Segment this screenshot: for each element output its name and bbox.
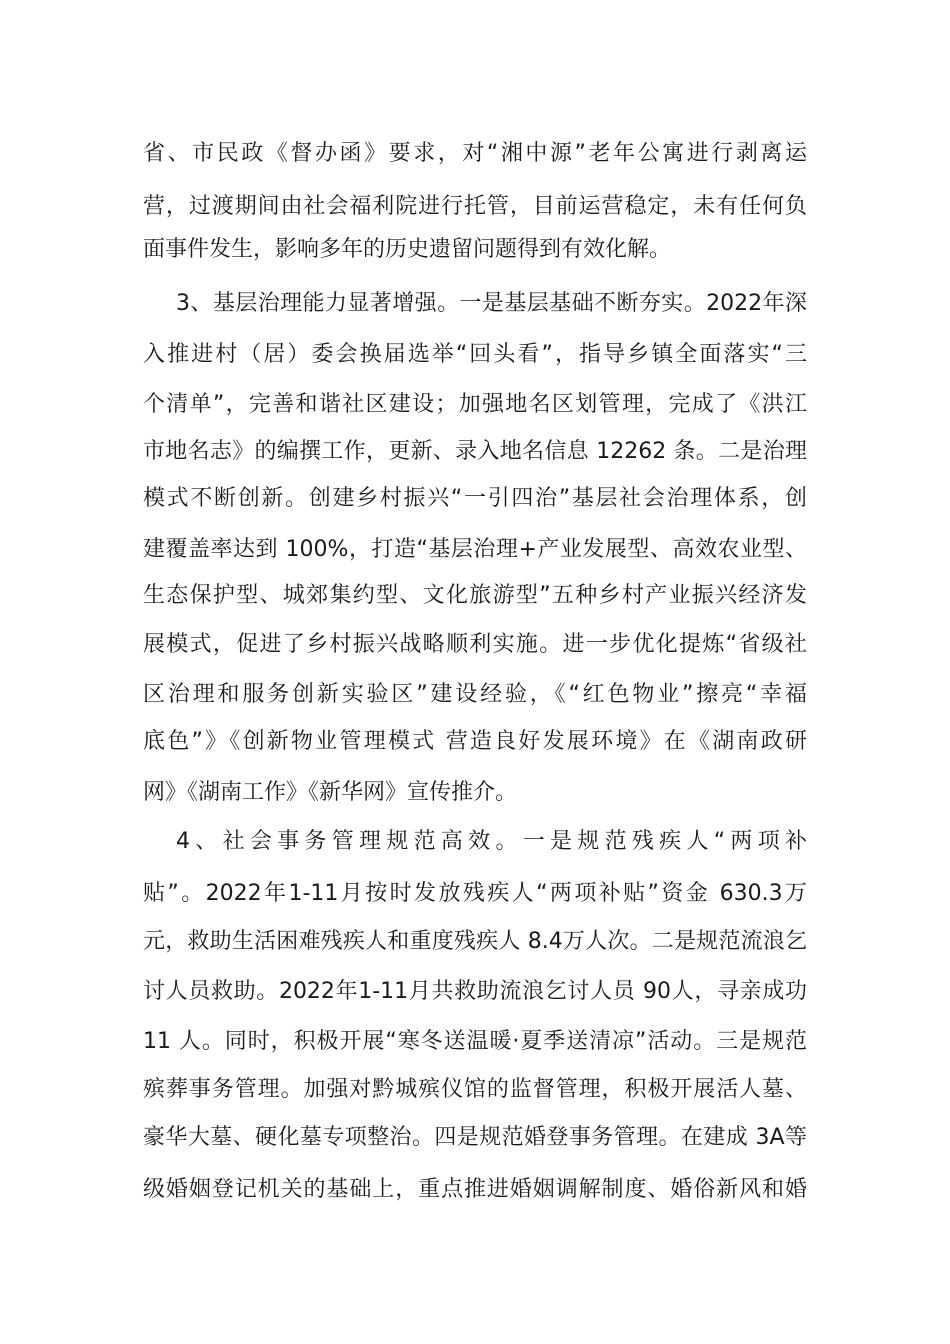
text-line-21: 豪华大墓、硬化墓专项整治。四是规范婚登事务管理。在建成 3A等 [143, 1125, 807, 1150]
text-line-9: 建覆盖率达到 100%，打造“基层治理+产业发展型、高效农业型、 [143, 537, 807, 562]
text-line-11: 展模式，促进了乡村振兴战略顺利实施。进一步优化提炼“省级社 [143, 632, 807, 657]
text-line-18: 讨人员救助。2022年1-11月共救助流浪乞讨人员 90人，寻亲成功 [143, 979, 807, 1004]
text-line-22: 级婚姻登记机关的基础上，重点推进婚姻调解制度、婚俗新风和婚 [143, 1177, 807, 1202]
text-line-10: 生态保护型、城郊集约型、文化旅游型”五种乡村产业振兴经济发 [143, 583, 807, 608]
text-line-5: 入推进村（居）委会换届选举“回头看”，指导乡镇全面落实“三 [143, 342, 807, 367]
text-line-16: 贴”。2022年1-11月按时发放残疾人“两项补贴”资金 630.3万 [143, 881, 807, 906]
text-line-14: 网》《湖南工作》《新华网》宣传推介。 [143, 780, 518, 805]
text-line-2: 营，过渡期间由社会福利院进行托管，目前运营稳定，未有任何负 [143, 194, 807, 219]
text-line-7: 市地名志》的编撰工作，更新、录入地名信息 12262 条。二是治理 [143, 439, 807, 464]
text-line-20: 殡葬事务管理。加强对黔城殡仪馆的监督管理，积极开展活人墓、 [143, 1077, 807, 1102]
text-line-13: 底色”》《创新物业管理模式 营造良好发展环境》在《湖南政研 [143, 729, 807, 754]
text-line-19: 11 人。同时，积极开展“寒冬送温暖·夏季送清凉”活动。三是规范 [143, 1029, 807, 1054]
text-line-1: 省、市民政《督办函》要求，对“湘中源”老年公寓进行剥离运 [143, 141, 808, 166]
text-line-17: 元，救助生活困难残疾人和重度残疾人 8.4万人次。二是规范流浪乞 [143, 929, 807, 954]
text-line-12: 区治理和服务创新实验区”建设经验，《“红色物业”擦亮“幸福 [143, 682, 807, 707]
text-line-6: 个清单”，完善和谐社区建设；加强地名区划管理，完成了《洪江 [143, 392, 807, 417]
text-line-8: 模式不断创新。创建乡村振兴“一引四治”基层社会治理体系，创 [143, 486, 807, 511]
text-line-15: 4、社会事务管理规范高效。一是规范残疾人“两项补 [176, 829, 807, 854]
text-line-4: 3、基层治理能力显著增强。一是基层基础不断夯实。2022年深 [176, 291, 807, 316]
text-line-3: 面事件发生，影响多年的历史遗留问题得到有效化解。 [143, 237, 672, 262]
